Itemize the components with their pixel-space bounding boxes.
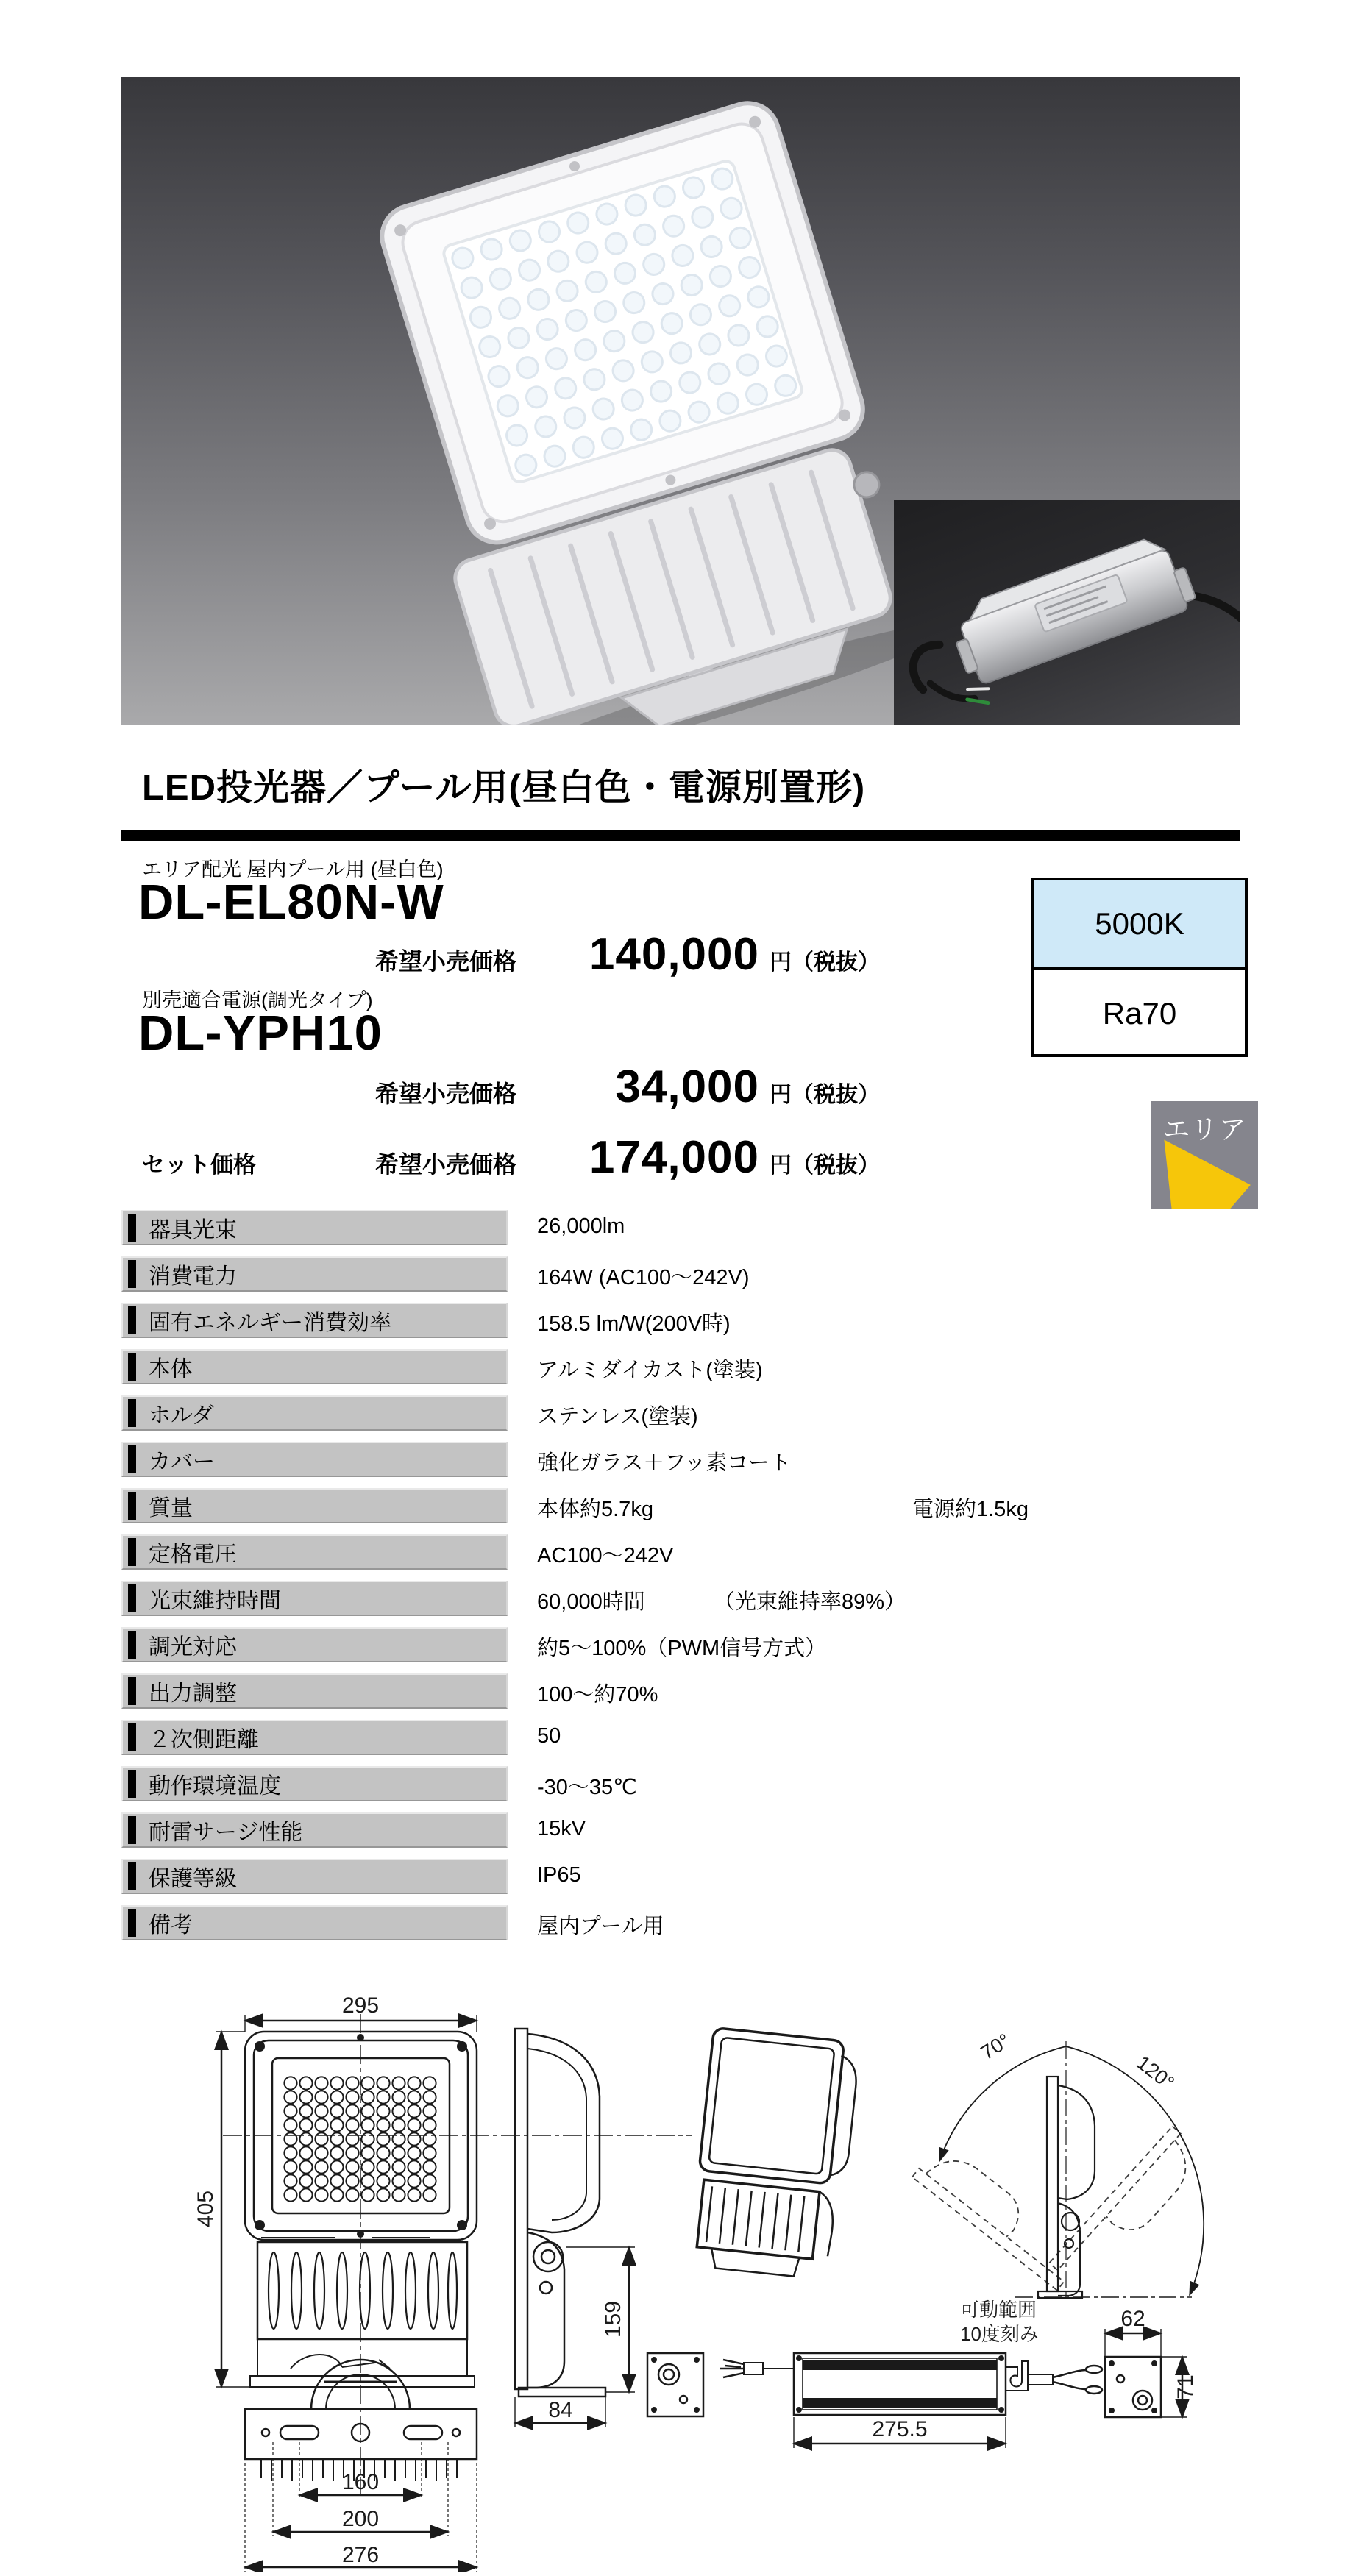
spec-value: 屋内プール用: [537, 1915, 664, 1938]
price-unit: 円（税抜）: [770, 1153, 881, 1178]
price-label: 希望小売価格: [375, 1081, 517, 1107]
title-rule: [121, 830, 1240, 841]
spec-value: 100〜約70%: [537, 1683, 658, 1707]
rotation-note-line2: 10度刻み: [960, 2323, 1039, 2345]
spec-label: 器具光束: [149, 1218, 237, 1242]
row-tick-icon: [128, 1214, 136, 1242]
spec-value: ステンレス(塗装): [537, 1405, 698, 1428]
spec-value: 15kV: [537, 1817, 586, 1840]
dim-front-width: 295: [341, 1993, 380, 2018]
dim-front-height: 405: [193, 2190, 218, 2228]
technical-drawing: [121, 1979, 1299, 2572]
spec-value: 158.5 lm/W(200V時): [537, 1312, 731, 1336]
spec-label: 定格電圧: [149, 1543, 237, 1567]
spec-label: 調光対応: [149, 1635, 237, 1659]
area-distribution-badge: [1151, 1101, 1258, 1209]
table-row: [121, 1581, 1313, 1616]
spec-value-secondary: 電源約1.5kg: [912, 1498, 1029, 1521]
dim-angle-right: 120°: [1132, 2051, 1179, 2094]
table-row: [121, 1256, 1313, 1292]
spec-value: 強化ガラス＋フッ素コート: [537, 1451, 792, 1475]
product2-price: 34,000: [615, 1061, 760, 1112]
area-badge-label: エリア: [1162, 1114, 1247, 1145]
table-row: [121, 1395, 1313, 1431]
spec-value: -30〜35℃: [537, 1776, 637, 1799]
table-row: [121, 1766, 1313, 1801]
spec-value: 60,000時間: [537, 1590, 645, 1614]
row-tick-icon: [128, 1492, 136, 1520]
product1-category: エリア配光 屋内プール用 (昼白色): [142, 858, 444, 880]
product1-model: DL-EL80N-W: [138, 875, 444, 930]
product2-category: 別売適合電源(調光タイプ): [142, 989, 373, 1011]
cri-badge: Ra70: [1102, 996, 1177, 1031]
row-tick-icon: [128, 1816, 136, 1844]
price-unit: 円（税抜）: [770, 1083, 881, 1107]
dim-ps-length: 275.5: [872, 2417, 928, 2441]
row-tick-icon: [128, 1909, 136, 1937]
dim-side-depth: 84: [548, 2398, 573, 2422]
dim-ps-width: 62: [1120, 2307, 1145, 2331]
spec-label: カバー: [149, 1450, 215, 1474]
spec-label: ホルダ: [149, 1403, 214, 1428]
spec-label: 備考: [149, 1913, 193, 1938]
spec-label: 耐雷サージ性能: [149, 1821, 303, 1845]
spec-value: 164W (AC100〜242V): [537, 1266, 750, 1289]
table-row: [121, 1488, 1313, 1523]
spec-value: 約5〜100%（PWM信号方式）: [537, 1637, 827, 1660]
table-row: [121, 1534, 1313, 1570]
spec-label: 質量: [149, 1496, 193, 1520]
set-price-row: [121, 1131, 931, 1186]
table-row: [121, 1812, 1313, 1848]
spec-value: 本体約5.7kg: [537, 1498, 653, 1521]
row-tick-icon: [128, 1538, 136, 1566]
row-tick-icon: [128, 1399, 136, 1427]
row-tick-icon: [128, 1445, 136, 1473]
dim-bottom-mid: 200: [341, 2507, 380, 2531]
price-unit: 円（税抜）: [770, 950, 881, 975]
row-tick-icon: [128, 1353, 136, 1381]
dimension-drawings: [121, 1979, 1299, 2572]
row-tick-icon: [128, 1306, 136, 1334]
spec-label: 本体: [149, 1357, 193, 1381]
power-supply-illustration: [894, 500, 1240, 725]
table-row: [121, 1673, 1313, 1709]
spec-label: 光束維持時間: [149, 1589, 281, 1613]
product2-price-row: [121, 1061, 931, 1115]
page-title: LED投光器／プール用(昼白色・電源別置形): [142, 768, 866, 808]
table-row: [121, 1627, 1313, 1662]
dim-ps-height: 71: [1173, 2374, 1198, 2399]
color-temp-badge: 5000K: [1034, 880, 1245, 970]
table-row: [121, 1859, 1313, 1894]
price-label: 希望小売価格: [375, 948, 517, 975]
row-tick-icon: [128, 1584, 136, 1612]
set-price-label: セット価格: [142, 1152, 256, 1178]
spec-label: ２次側距離: [149, 1728, 259, 1752]
table-row: [121, 1720, 1313, 1755]
product-photo: [121, 77, 1240, 725]
spec-label: 保護等級: [149, 1867, 237, 1891]
spec-label: 消費電力: [149, 1264, 237, 1289]
set-price: 174,000: [589, 1132, 760, 1183]
spec-label: 固有エネルギー消費効率: [149, 1311, 391, 1335]
dim-bottom-outer: 276: [341, 2543, 380, 2567]
table-row: [121, 1210, 1313, 1245]
power-supply-inset-photo: [894, 500, 1240, 725]
rotation-note-line1: 可動範囲: [960, 2299, 1037, 2321]
product1-price-row: [121, 928, 931, 983]
product2-model: DL-YPH10: [138, 1006, 383, 1061]
table-row: [121, 1442, 1313, 1477]
product1-price: 140,000: [589, 929, 760, 980]
spec-value-secondary: （光束維持率89%）: [714, 1590, 906, 1614]
spec-value: 26,000lm: [537, 1214, 625, 1238]
spec-value: IP65: [537, 1863, 581, 1887]
dim-side-height: 159: [601, 2300, 625, 2338]
table-row: [121, 1905, 1313, 1940]
table-row: [121, 1349, 1313, 1384]
row-tick-icon: [128, 1862, 136, 1890]
color-temp-cri-box: [1031, 878, 1248, 1057]
dim-angle-left: 70°: [976, 2029, 1015, 2064]
spec-value: AC100〜242V: [537, 1544, 674, 1568]
spec-value: 50: [537, 1724, 561, 1748]
row-tick-icon: [128, 1770, 136, 1798]
spec-table: [121, 1210, 1313, 1951]
row-tick-icon: [128, 1260, 136, 1288]
row-tick-icon: [128, 1723, 136, 1751]
row-tick-icon: [128, 1677, 136, 1705]
dim-bottom-inner: 160: [341, 2470, 380, 2494]
spec-label: 出力調整: [149, 1682, 237, 1706]
row-tick-icon: [128, 1631, 136, 1659]
spec-value: アルミダイカスト(塗装): [537, 1359, 763, 1382]
table-row: [121, 1303, 1313, 1338]
spec-label: 動作環境温度: [149, 1774, 281, 1798]
price-label: 希望小売価格: [375, 1151, 517, 1178]
